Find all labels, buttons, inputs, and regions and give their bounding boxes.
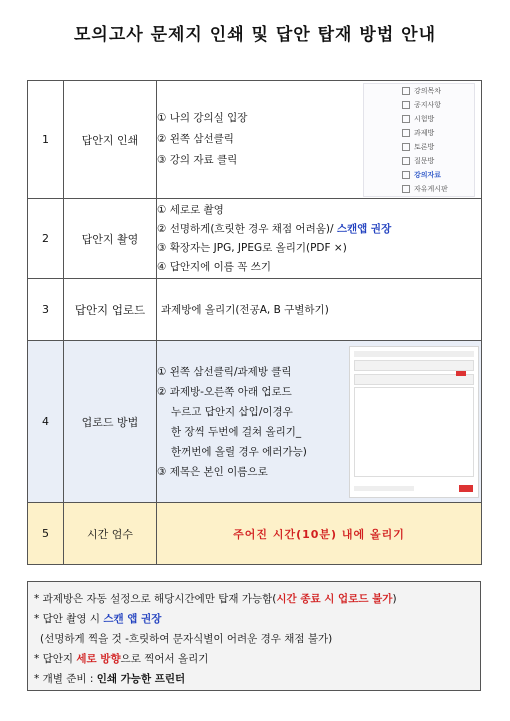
step-text: ③ 확장자는 JPG, JPEG로 올리기(PDF ×) bbox=[157, 241, 347, 254]
menu-item: 시험방 bbox=[364, 112, 474, 126]
row-number: 4 bbox=[28, 341, 64, 503]
table-row bbox=[28, 81, 482, 199]
lecture-menu-screenshot bbox=[363, 83, 475, 197]
instruction-table bbox=[27, 80, 482, 565]
step-text: ② 과제방-오른쪽 아래 업로드 bbox=[157, 385, 292, 398]
row-title: 시간 엄수 bbox=[64, 503, 157, 565]
menu-icon bbox=[402, 143, 410, 151]
menu-item: 공지사항 bbox=[364, 98, 474, 112]
form-field bbox=[354, 360, 474, 371]
editor-area bbox=[354, 387, 474, 477]
menu-icon bbox=[402, 101, 410, 109]
menu-item: 자유게시판 bbox=[364, 182, 474, 196]
menu-item: 질문방 bbox=[364, 154, 474, 168]
highlight-text: 스캔 앱 권장 bbox=[103, 613, 162, 625]
note-line: * 답안지 세로 방향으로 찍어서 올리기 bbox=[34, 653, 209, 665]
row-title: 업로드 방법 bbox=[64, 341, 157, 503]
row-number: 5 bbox=[28, 503, 64, 565]
warning-text: 세로 방향 bbox=[76, 653, 121, 665]
menu-icon bbox=[402, 115, 410, 123]
row-description bbox=[157, 81, 482, 199]
note-line: * 개별 준비 : 인쇄 가능한 프린터 bbox=[34, 673, 186, 685]
menu-item: 강의목차 bbox=[364, 84, 474, 98]
attachment-line bbox=[354, 486, 414, 491]
highlight-text: 스캔앱 권장 bbox=[336, 222, 392, 235]
table-row bbox=[28, 341, 482, 503]
row-description: 과제방에 올리기(전공A, B 구별하기) bbox=[157, 279, 482, 341]
menu-icon bbox=[402, 185, 410, 193]
warning-text: 시간 종료 시 업로드 불가 bbox=[276, 593, 393, 605]
notes-box bbox=[27, 581, 481, 691]
menu-item-active: 강의자료 bbox=[364, 168, 474, 182]
upload-form-screenshot bbox=[349, 346, 479, 498]
step-text: 한 장씩 두번에 걸쳐 올리기_ bbox=[171, 425, 302, 438]
row-number: 1 bbox=[28, 81, 64, 199]
step-text: ② 선명하게(흐릿한 경우 채점 어려움)/ 스캔앱 권장 bbox=[157, 222, 392, 235]
step-text: ③ 강의 자료 클릭 bbox=[157, 154, 238, 166]
table-row bbox=[28, 279, 482, 341]
note-line: (선명하게 찍을 것 -흐릿하여 문자식별이 어려운 경우 채점 불가) bbox=[40, 633, 333, 645]
emphasis-text: 인쇄 가능한 프린터 bbox=[96, 673, 186, 685]
row-description bbox=[157, 199, 482, 279]
menu-icon bbox=[402, 171, 410, 179]
row-title: 답안지 업로드 bbox=[64, 279, 157, 341]
red-marker bbox=[456, 371, 466, 376]
row-description bbox=[157, 341, 482, 503]
deadline-text: 주어진 시간(10분) 내에 올리기 bbox=[157, 503, 482, 565]
step-text: ④ 답안지에 이름 꼭 쓰기 bbox=[157, 260, 272, 273]
step-text: ① 세로로 촬영 bbox=[157, 203, 224, 216]
menu-icon bbox=[402, 157, 410, 165]
step-text: ① 나의 강의실 입장 bbox=[157, 112, 248, 124]
step-text: 한꺼번에 올릴 경우 에러가능) bbox=[171, 445, 307, 458]
note-line: * 과제방은 자동 설정으로 해당시간에만 탑재 가능함(시간 종료 시 업로드 불가) bbox=[34, 593, 397, 605]
menu-icon bbox=[402, 129, 410, 137]
step-text: ② 왼쪽 삼선클릭 bbox=[157, 133, 234, 145]
row-number: 2 bbox=[28, 199, 64, 279]
table-row bbox=[28, 503, 482, 565]
menu-item: 과제방 bbox=[364, 126, 474, 140]
form-title-bar bbox=[354, 351, 474, 357]
upload-button-graphic bbox=[459, 485, 473, 492]
step-text: ① 왼쪽 삼선클릭/과제방 클릭 bbox=[157, 365, 292, 378]
table-row bbox=[28, 199, 482, 279]
row-title: 답안지 인쇄 bbox=[64, 81, 157, 199]
menu-item: 토론방 bbox=[364, 140, 474, 154]
row-number: 3 bbox=[28, 279, 64, 341]
row-title: 답안지 촬영 bbox=[64, 199, 157, 279]
step-text: 누르고 답안지 삽입/이경우 bbox=[171, 405, 293, 418]
step-text: ③ 제목은 본인 이름으로 bbox=[157, 465, 268, 478]
menu-icon bbox=[402, 87, 410, 95]
note-line: * 답안 촬영 시 스캔 앱 권장 bbox=[34, 613, 162, 625]
page-title: 모의고사 문제지 인쇄 및 답안 탑재 방법 안내 bbox=[73, 25, 437, 45]
